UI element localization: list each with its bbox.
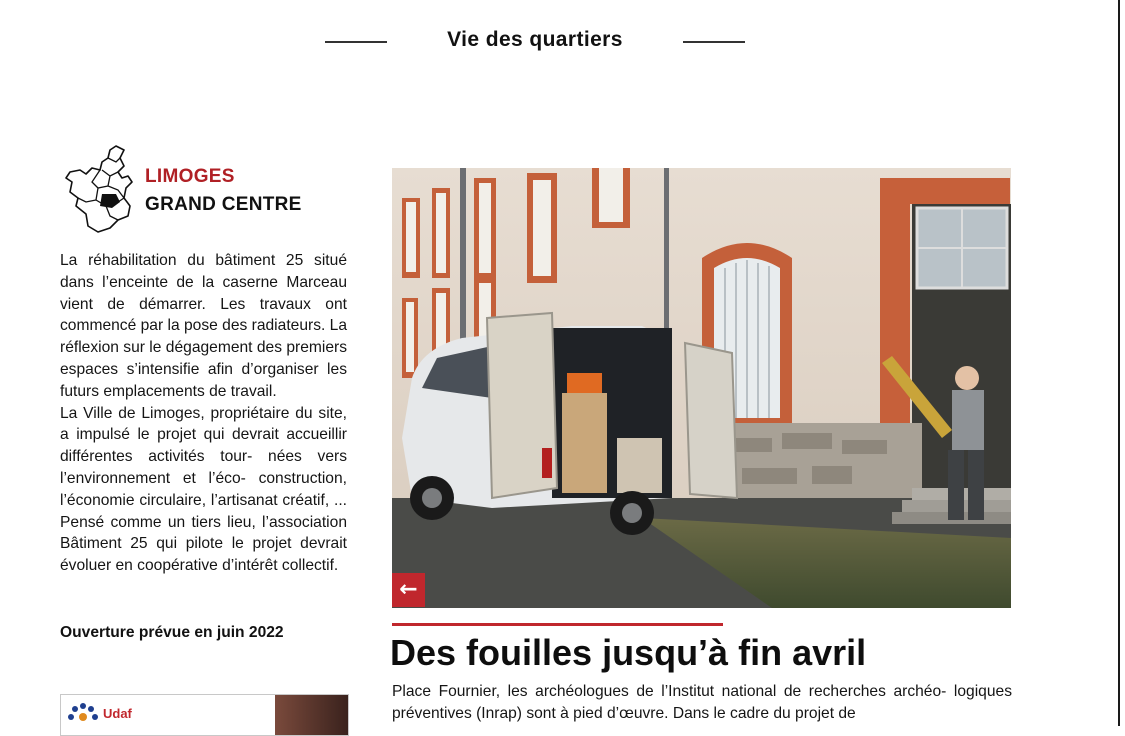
left-article-paragraph-1: [60, 250, 347, 403]
udaf-ad[interactable]: [60, 694, 349, 736]
text-line: La Ville de Limoges, propriétaire du: [60, 404, 313, 422]
udaf-logo-icon: [65, 701, 101, 731]
text-line: construction, l’économie circulaire,: [60, 469, 347, 509]
text-line: l’artisanat créatif, ... Pensé comme un: [60, 491, 347, 531]
udaf-logo-text: Udaf: [103, 706, 132, 721]
text-line: La réhabilitation du bâtiment 25: [60, 252, 304, 269]
opening-date-note: Ouverture prévue en juin 2022: [60, 624, 284, 641]
text-line: site, a impulsé le projet qui devrait: [60, 404, 347, 444]
left-article-paragraph-2: [60, 403, 347, 577]
section-header: [0, 26, 1125, 58]
ad-photo: [275, 695, 348, 735]
text-line: nées vers l’environnement et l’éco-: [60, 448, 348, 487]
district-map-icon: [58, 142, 142, 236]
article-intro: [392, 681, 1012, 725]
left-article-body: [60, 250, 347, 577]
text-line: des radiateurs. La réflexion sur le: [60, 317, 348, 357]
text-line: accueillir différentes activités tour-: [60, 426, 347, 466]
article-paragraph: [392, 681, 1012, 725]
text-line: logiques préventives (Inrap) sont à pied d’œuvre. Dans le cadre du projet de: [392, 683, 1012, 722]
header-rule-left: [325, 41, 387, 43]
text-line: dégagement des premiers espaces: [60, 339, 347, 378]
arrow-left-icon[interactable]: ←: [392, 573, 425, 607]
text-line: emplacements de travail.: [103, 382, 277, 400]
section-title: Vie des quartiers: [447, 28, 623, 51]
district-name-line2: GRAND CENTRE: [145, 194, 302, 215]
text-line: situé dans l’enceinte de la caserne: [60, 252, 347, 291]
article-headline: Des fouilles jusqu’à fin avril: [390, 632, 867, 673]
text-line: Marceau vient de démarrer. Les: [60, 273, 347, 313]
text-line: travaux ont commencé par la pose: [60, 295, 347, 335]
text-line: Place Fournier, les archéologues de l’Institut national de recherches archéo-: [392, 683, 947, 700]
text-line: coopérative d’intérêt collectif.: [137, 557, 339, 575]
headline-rule: [392, 623, 723, 626]
district-name-line1: LIMOGES: [145, 166, 235, 187]
header-rule-right: [683, 41, 745, 43]
page-edge: [1118, 0, 1120, 726]
text-line: s’intensifie afin d’organiser les futurs: [60, 360, 347, 400]
text-line: qui pilote le projet devrait évoluer en: [60, 535, 347, 575]
article-photo: [392, 168, 1011, 608]
text-line: tiers lieu, l’association Bâtiment 25: [60, 513, 347, 553]
district-badge: [58, 142, 358, 238]
